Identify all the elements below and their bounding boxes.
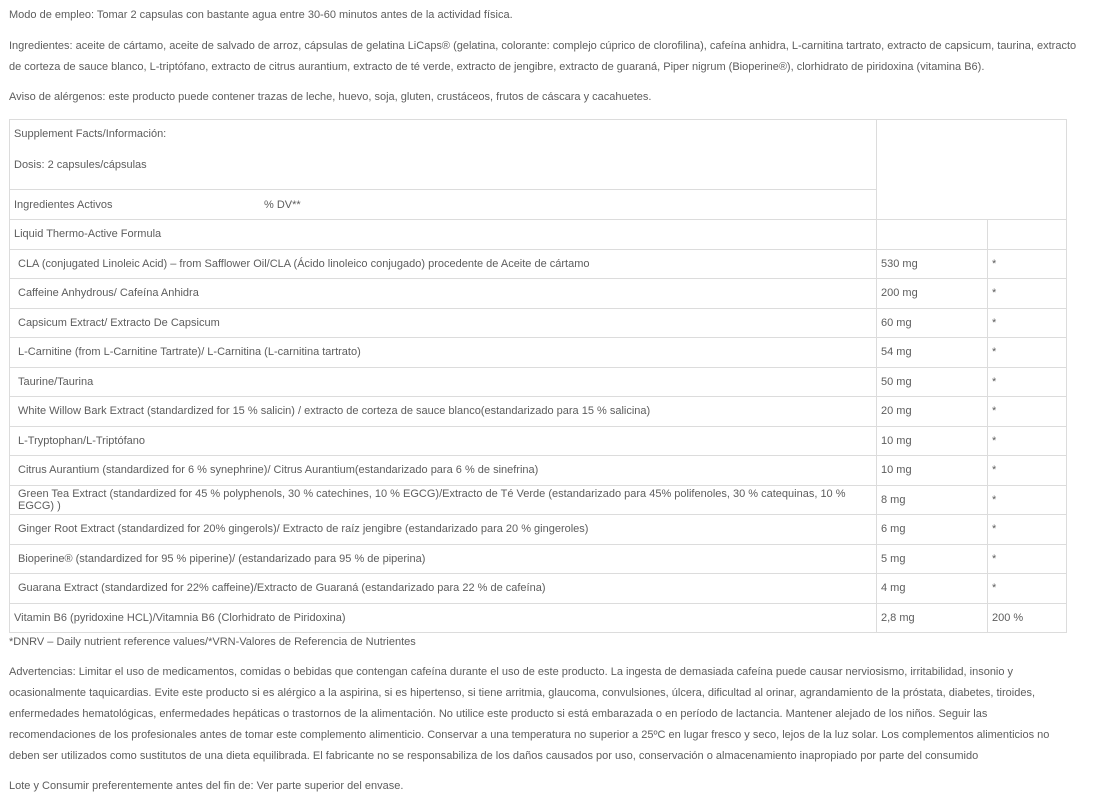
ingredient-dv: * bbox=[988, 515, 1067, 545]
formula-dv bbox=[988, 220, 1067, 250]
ingredient-name: Bioperine® (standardized for 95 % piperine)/ (estandarizado para 95 % de piperina) bbox=[10, 544, 877, 574]
ingredient-name: Caffeine Anhydrous/ Cafeína Anhidra bbox=[10, 279, 877, 309]
ingredient-amount: 8 mg bbox=[877, 485, 988, 515]
ingredient-amount: 50 mg bbox=[877, 367, 988, 397]
allergen-notice: Aviso de alérgenos: este producto puede contener trazas de leche, huevo, soja, gluten, crustáceos, frutos de cáscara y cacahuetes. bbox=[9, 91, 652, 103]
ingredient-row bbox=[10, 338, 1067, 368]
ingredient-amount: 10 mg bbox=[877, 426, 988, 456]
ingredient-name: L-Tryptophan/L-Triptófano bbox=[10, 426, 877, 456]
ingredient-name: Green Tea Extract (standardized for 45 % polyphenols, 30 % catechines, 10 % EGCG)/Extracto de Té Verde (estandarizado para 45% polifenoles, 30 % catequinas, 10 % EGCG) ) bbox=[10, 485, 877, 515]
warnings-text: Advertencias: Limitar el uso de medicamentos, comidas o bebidas que contengan cafeína durante el uso de este producto. La ingesta de demasiada cafeína puede causar nerviosismo, irritabilidad, insonio y ocasionalmente taquicardias. Evite este producto si es alérgico a la aspirina, si es hipertenso, si tiene arritmia, glaucoma, convulsiones, úlcera, dificultad al orinar, agrandamiento de la próstata, diabetes, tiroides, enfermedades hematológicas, enfermedades hepáticas o trastornos de la alimentación. No utilice este producto si está embarazada o en período de lactancia. Mantener alejado de los niños. Seguir las recomendaciones de los profesionales antes de tomar este complemento alimenticio. Conservar a una temperatura no superior a 25ºC en lugar fresco y seco, lejos de la luz solar. Los complementos alimenticios no deben ser utilizados como sustitutos de una dieta equilibrada. El fabricante no se responsabiliza de los daños causados por uso, conservación o almacenamiento inapropiado por parte del consumido bbox=[9, 666, 1050, 762]
supplement-facts-table bbox=[9, 119, 1067, 633]
ingredient-row bbox=[10, 426, 1067, 456]
ingredient-name: Capsicum Extract/ Extracto De Capsicum bbox=[10, 308, 877, 338]
facts-title-cell bbox=[10, 120, 877, 190]
ingredient-dv: * bbox=[988, 367, 1067, 397]
lot-expiry-text: Lote y Consumir preferentemente antes del fin de: Ver parte superior del envase. bbox=[9, 780, 404, 792]
usage-instructions: Modo de empleo: Tomar 2 capsulas con bastante agua entre 30-60 minutos antes de la actividad física. bbox=[9, 9, 513, 21]
ingredient-dv: * bbox=[988, 485, 1067, 515]
facts-dose: Dosis: 2 capsules/cápsulas bbox=[14, 159, 147, 171]
ingredient-dv: * bbox=[988, 544, 1067, 574]
ingredient-amount: 54 mg bbox=[877, 338, 988, 368]
ingredient-row bbox=[10, 456, 1067, 486]
ingredient-amount: 200 mg bbox=[877, 279, 988, 309]
ingredient-row bbox=[10, 397, 1067, 427]
facts-header-row bbox=[10, 120, 1067, 190]
ingredient-row bbox=[10, 308, 1067, 338]
ingredients-text: Ingredientes: aceite de cártamo, aceite de salvado de arroz, cápsulas de gelatina LiCaps® (gelatina, colorante: complejo cúprico de clorofilina), cafeína anhidra, L-carnitina tartrato, extracto de capsicum, taurina, extracto de corteza de sauce blanco, L-triptófano, extracto de citrus aurantium, extracto de té verde, extracto de jengibre, extracto de guaraná, Piper nigrum (Bioperine®), clorhidrato de piridoxina (vitamina B6). bbox=[9, 40, 1077, 73]
formula-name: Liquid Thermo-Active Formula bbox=[10, 220, 877, 250]
ingredient-name: CLA (conjugated Linoleic Acid) – from Safflower Oil/CLA (Ácido linoleico conjugado) procedente de Aceite de cártamo bbox=[10, 249, 877, 279]
vitamin-name: Vitamin B6 (pyridoxine HCL)/Vitamnia B6 (Clorhidrato de Piridoxina) bbox=[10, 603, 877, 633]
ingredient-amount: 530 mg bbox=[877, 249, 988, 279]
vitamin-row bbox=[10, 603, 1067, 633]
ingredient-dv: * bbox=[988, 456, 1067, 486]
ingredient-row bbox=[10, 574, 1067, 604]
ingredient-name: L-Carnitine (from L-Carnitine Tartrate)/ L-Carnitina (L-carnitina tartrato) bbox=[10, 338, 877, 368]
vitamin-dv: 200 % bbox=[988, 603, 1067, 633]
ingredient-dv: * bbox=[988, 426, 1067, 456]
ingredient-dv: * bbox=[988, 308, 1067, 338]
dnrv-footnote: *DNRV – Daily nutrient reference values/*VRN-Valores de Referencia de Nutrientes bbox=[9, 636, 416, 648]
ingredient-row bbox=[10, 544, 1067, 574]
ingredient-amount: 20 mg bbox=[877, 397, 988, 427]
ingredient-row bbox=[10, 249, 1067, 279]
ingredient-name: Guarana Extract (standardized for 22% caffeine)/Extracto de Guaraná (estandarizado para 22 % de cafeína) bbox=[10, 574, 877, 604]
ingredient-dv: * bbox=[988, 397, 1067, 427]
ingredient-amount: 6 mg bbox=[877, 515, 988, 545]
dv-header-label: % DV** bbox=[264, 198, 301, 211]
facts-title: Supplement Facts/Información: bbox=[14, 128, 167, 140]
facts-header-blank bbox=[877, 120, 1067, 220]
ingredient-amount: 10 mg bbox=[877, 456, 988, 486]
formula-row bbox=[10, 220, 1067, 250]
ingredient-amount: 5 mg bbox=[877, 544, 988, 574]
ingredient-amount: 60 mg bbox=[877, 308, 988, 338]
active-ingredients-header bbox=[10, 190, 877, 220]
ingredient-row bbox=[10, 279, 1067, 309]
ingredient-name: White Willow Bark Extract (standardized for 15 % salicin) / extracto de corteza de sauce blanco(estandarizado para 15 % salicina) bbox=[10, 397, 877, 427]
formula-amount bbox=[877, 220, 988, 250]
ingredient-amount: 4 mg bbox=[877, 574, 988, 604]
ingredient-dv: * bbox=[988, 574, 1067, 604]
vitamin-amount: 2,8 mg bbox=[877, 603, 988, 633]
ingredient-row bbox=[10, 367, 1067, 397]
ingredients-header-label: Ingredientes Activos bbox=[14, 198, 113, 211]
ingredient-name: Citrus Aurantium (standardized for 6 % synephrine)/ Citrus Aurantium(estandarizado para 6 % de sinefrina) bbox=[10, 456, 877, 486]
ingredient-dv: * bbox=[988, 279, 1067, 309]
ingredient-row bbox=[10, 485, 1067, 515]
ingredient-row bbox=[10, 515, 1067, 545]
ingredient-dv: * bbox=[988, 249, 1067, 279]
ingredient-name: Taurine/Taurina bbox=[10, 367, 877, 397]
ingredient-dv: * bbox=[988, 338, 1067, 368]
ingredient-name: Ginger Root Extract (standardized for 20% gingerols)/ Extracto de raíz jengibre (estandarizado para 20 % gingeroles) bbox=[10, 515, 877, 545]
